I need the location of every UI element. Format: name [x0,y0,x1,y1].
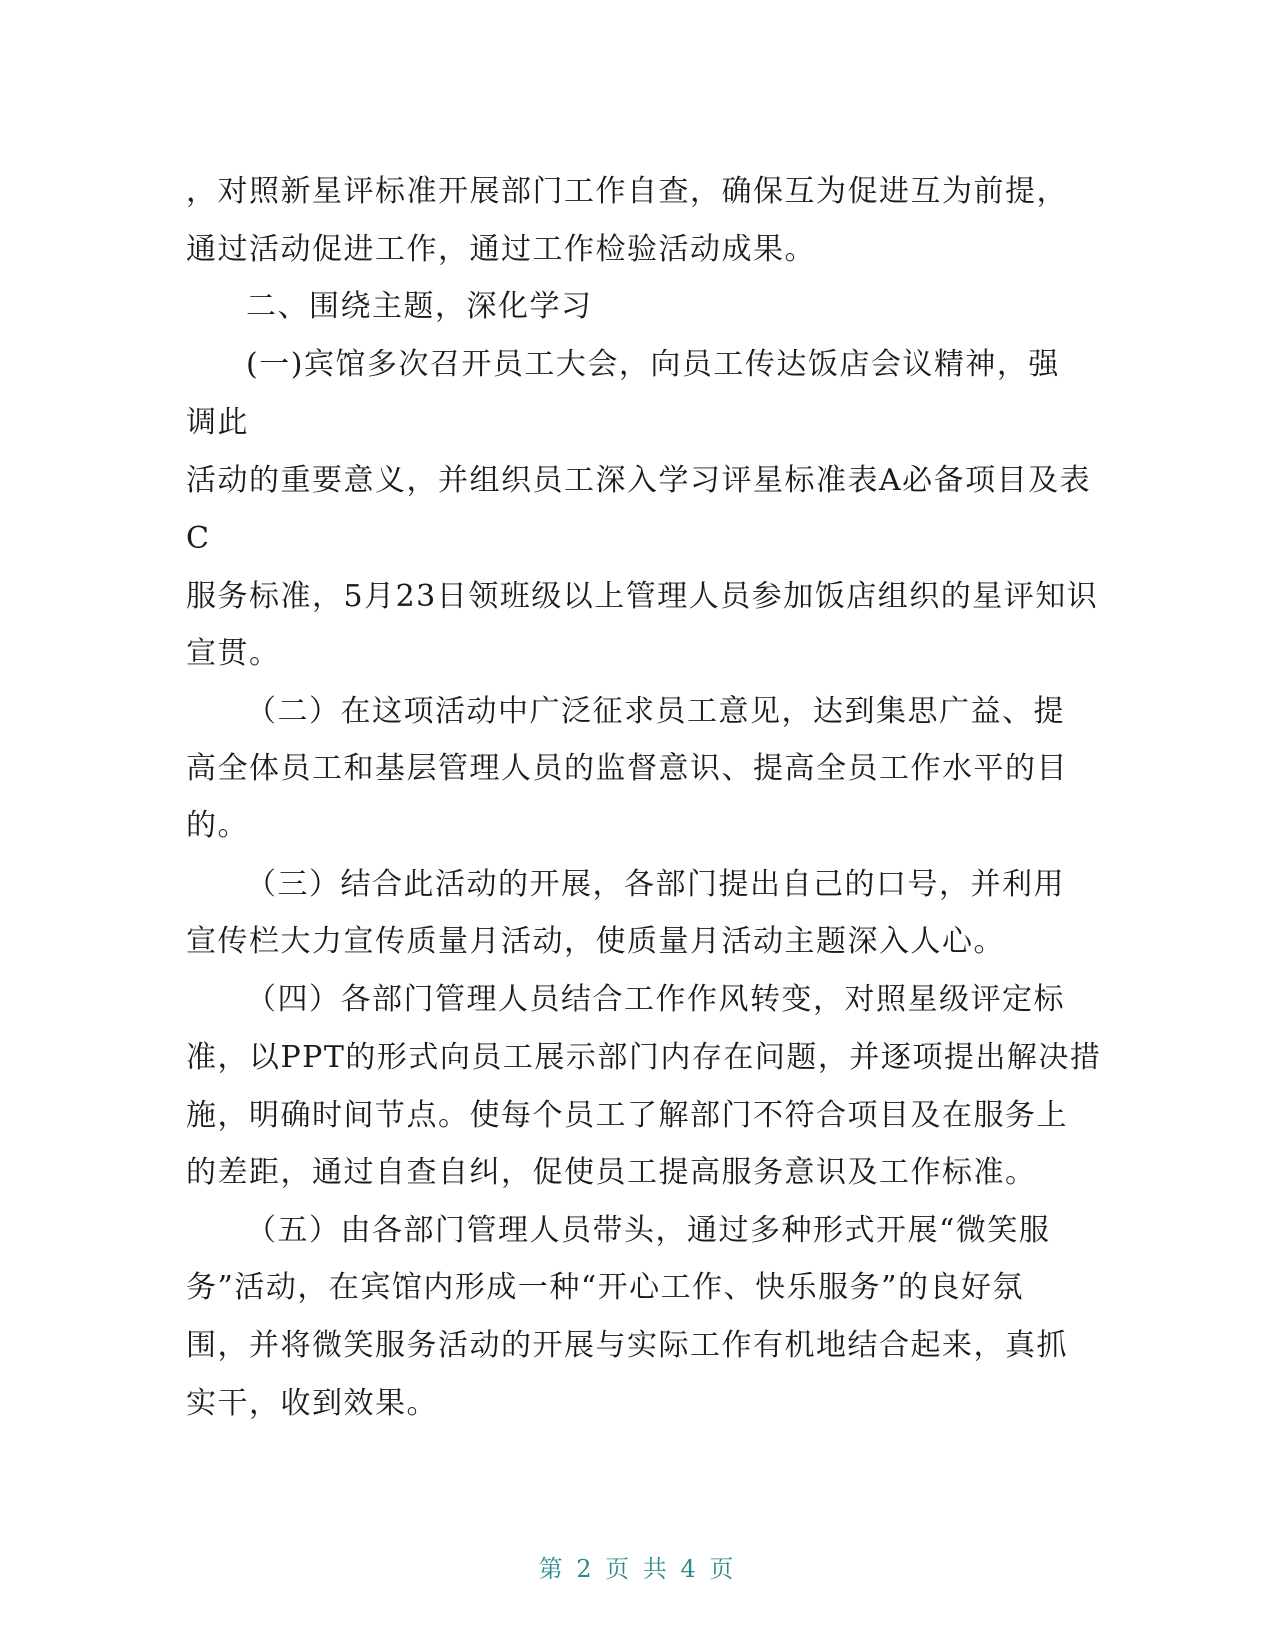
text-line: 施，明确时间节点。使每个员工了解部门不符合项目及在服务上 [186,1098,1068,1133]
text-line: 服务标准，5月23日领班级以上管理人员参加饭店组织的星评知识 [186,579,1099,614]
text-line: 宣贯。 [186,636,281,671]
text-line: 高全体员工和基层管理人员的监督意识、提高全员工作水平的目 [186,751,1068,786]
text-line: 的。 [186,808,249,843]
text-line: ，对照新星评标准开展部门工作自查，确保互为促进互为前提， [186,174,1068,209]
text-line: 务”活动，在宾馆内形成一种“开心工作、快乐服务”的良好氛 [186,1270,1025,1305]
text-line: C [186,521,211,556]
text-line: 调此 [186,405,249,440]
text-line: 通过活动促进工作，通过工作检验活动成果。 [186,232,816,267]
text-line: （四）各部门管理人员结合工作作风转变，对照星级评定标 [246,982,1065,1017]
text-line: 活动的重要意义，并组织员工深入学习评星标准表A必备项目及表 [186,463,1092,498]
text-line: （二）在这项活动中广泛征求员工意见，达到集思广益、提 [246,694,1065,729]
text-line: （五）由各部门管理人员带头，通过多种形式开展“微笑服 [246,1213,1051,1248]
text-line: 准，以PPT的形式向员工展示部门内存在问题，并逐项提出解决措 [186,1040,1102,1075]
text-line: 的差距，通过自查自纠，促使员工提高服务意识及工作标准。 [186,1155,1037,1190]
text-line: 围，并将微笑服务活动的开展与实际工作有机地结合起来，真抓 [186,1328,1068,1363]
section-heading: 二、围绕主题，深化学习 [246,289,593,324]
text-line: 实干，收到效果。 [186,1386,438,1421]
text-line: （三）结合此活动的开展，各部门提出自己的口号，并利用 [246,867,1065,902]
page-footer: 第 2 页 共 4 页 [538,1555,737,1583]
text-line: (一)宾馆多次召开员工大会，向员工传达饭店会议精神，强 [246,347,1060,382]
text-line: 宣传栏大力宣传质量月活动，使质量月活动主题深入人心。 [186,924,1005,959]
